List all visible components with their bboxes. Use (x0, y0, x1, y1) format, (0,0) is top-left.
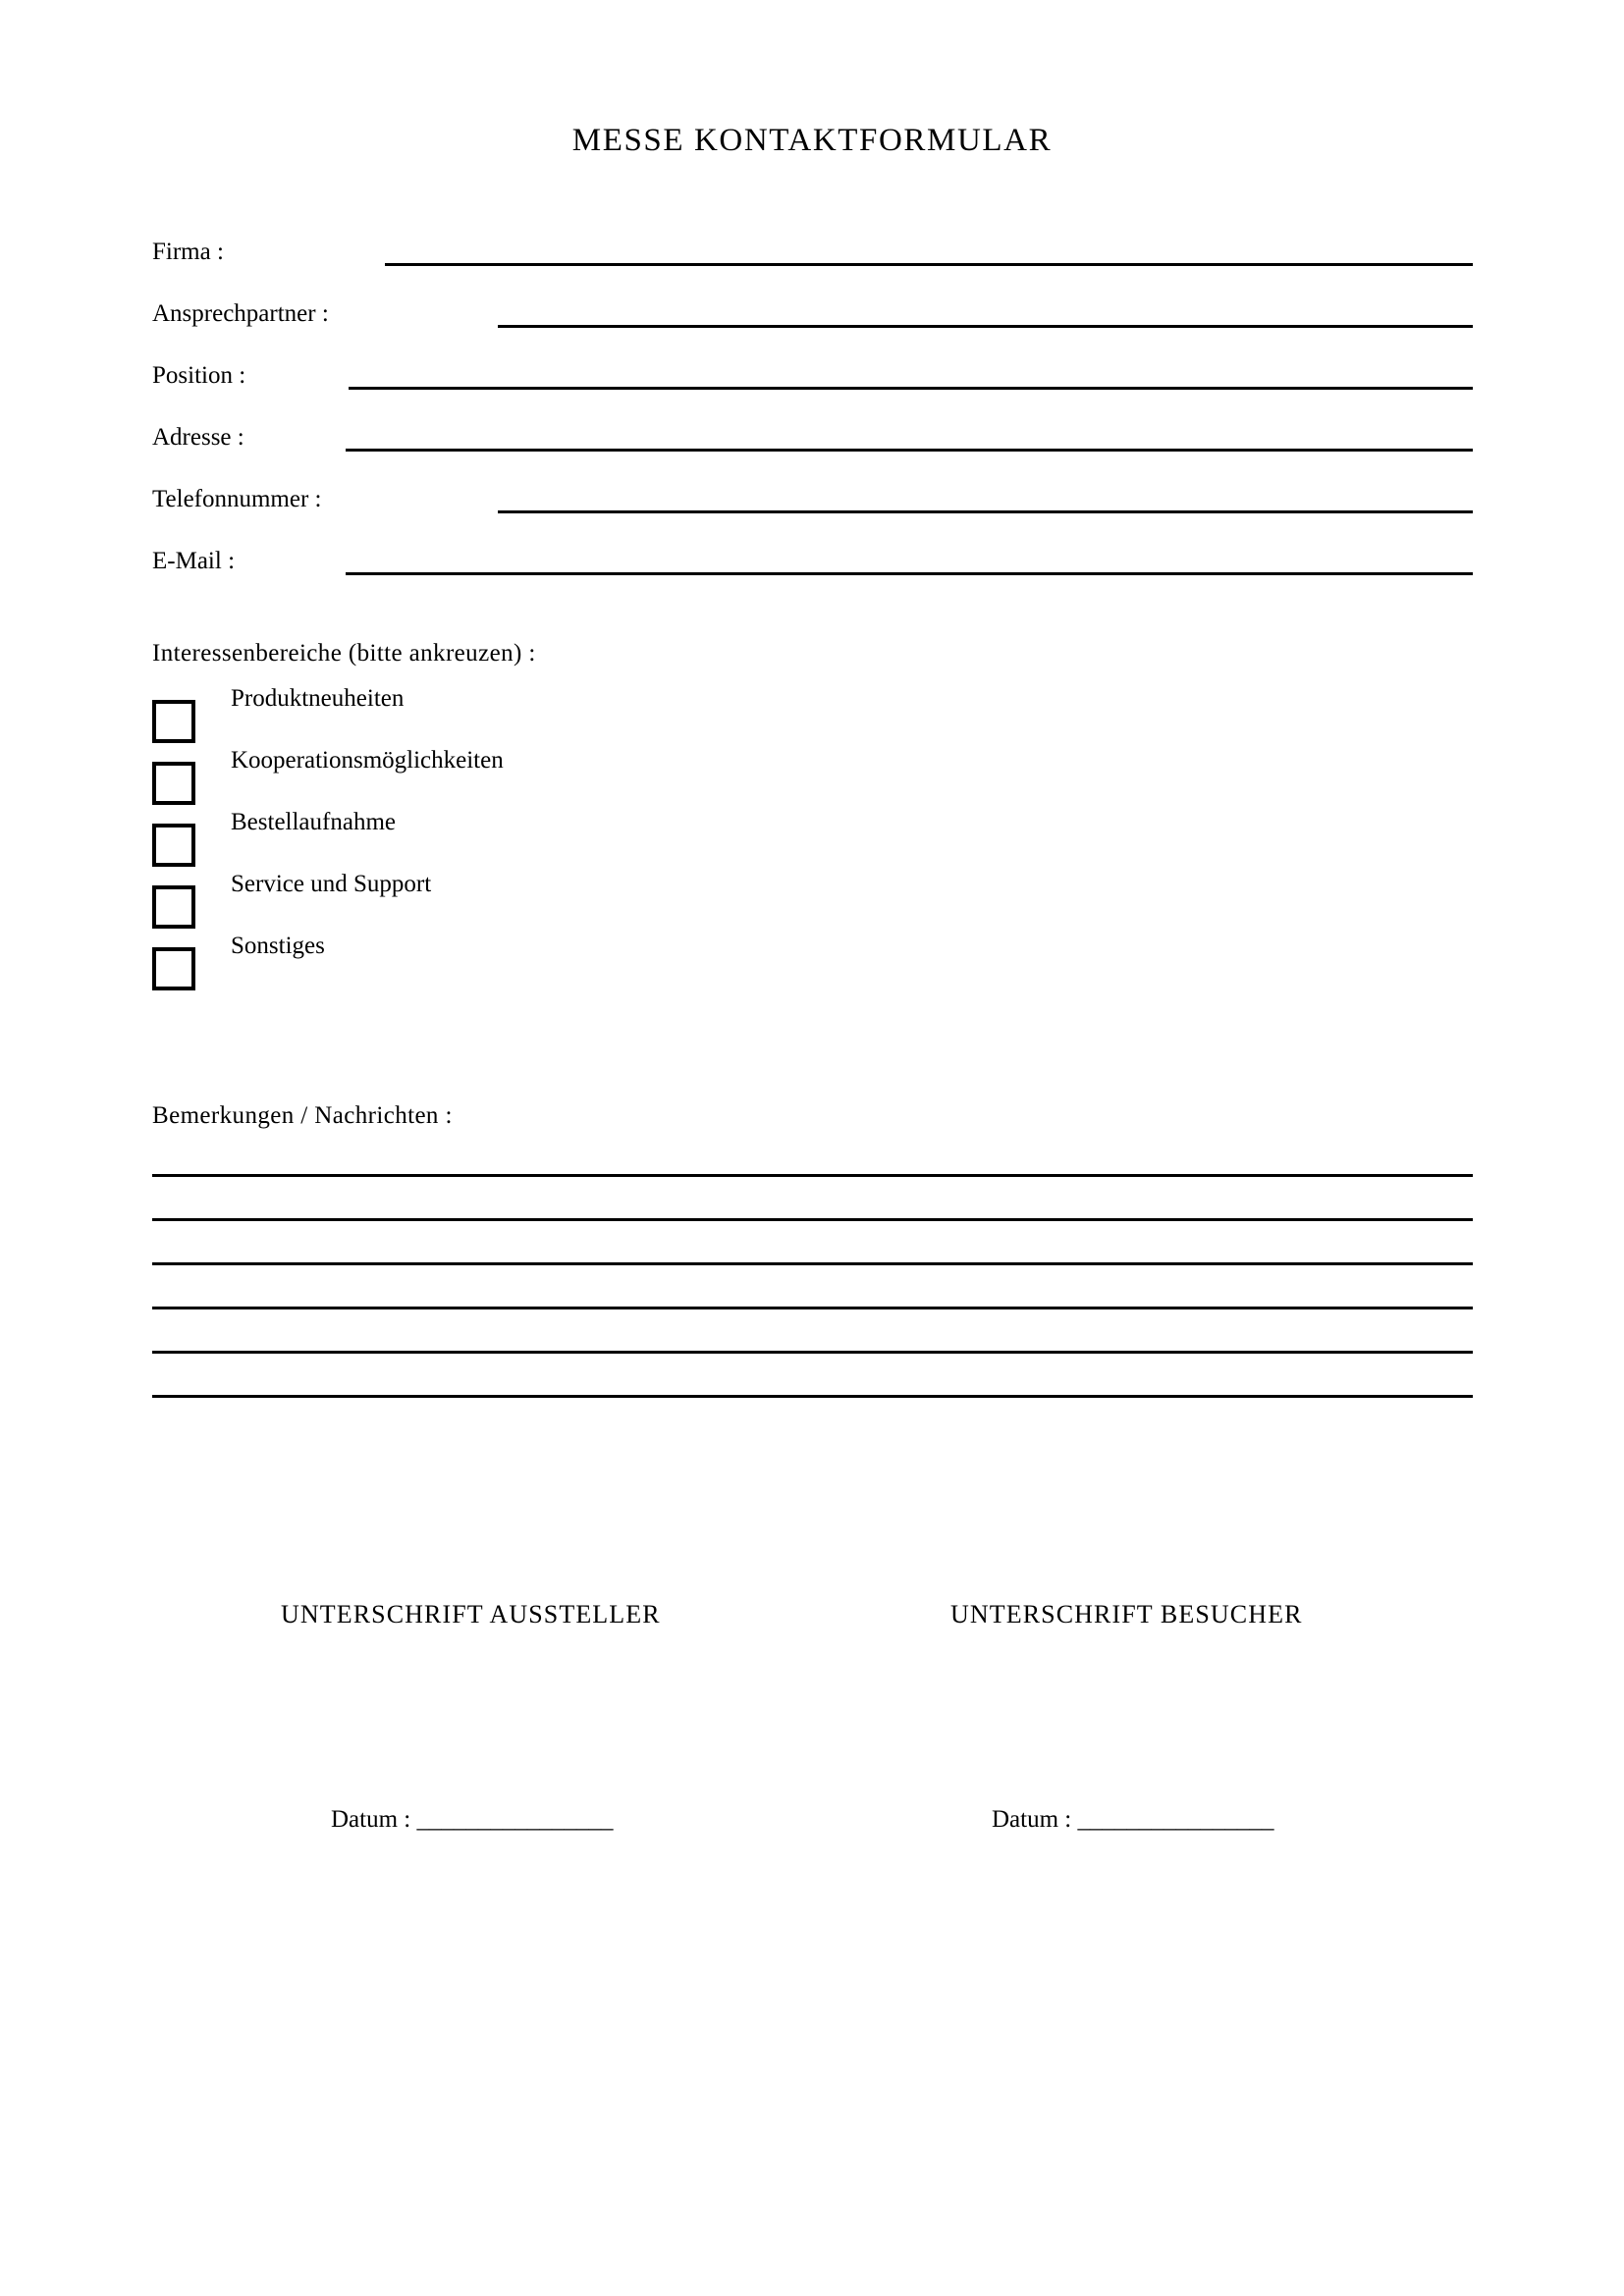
remarks-section-label: Bemerkungen / Nachrichten : (152, 1102, 453, 1129)
date-field-aussteller[interactable]: Datum : ________________ (331, 1806, 614, 1833)
checkbox-row-service-und-support[interactable] (152, 871, 839, 927)
field-input-email[interactable] (346, 572, 1473, 575)
remarks-line-5[interactable] (152, 1351, 1473, 1354)
checkbox-row-bestellaufnahme[interactable] (152, 809, 839, 865)
remarks-line-3[interactable] (152, 1262, 1473, 1265)
field-row-email (152, 547, 1473, 580)
field-label-firma: Firma : (152, 239, 224, 265)
checkbox-label-kooperationsmoeglichkeiten: Kooperationsmöglichkeiten (231, 747, 504, 774)
checkbox-row-kooperationsmoeglichkeiten[interactable] (152, 747, 839, 803)
signature-heading-besucher: UNTERSCHRIFT BESUCHER (950, 1600, 1303, 1629)
field-row-firma (152, 238, 1473, 271)
field-input-ansprechpartner[interactable] (498, 325, 1473, 328)
remarks-line-6[interactable] (152, 1395, 1473, 1398)
field-row-telefonnummer (152, 485, 1473, 518)
checkbox-sonstiges[interactable] (152, 947, 195, 990)
field-label-position: Position : (152, 362, 246, 389)
checkbox-produktneuheiten[interactable] (152, 700, 195, 743)
remarks-line-1[interactable] (152, 1174, 1473, 1177)
field-input-firma[interactable] (385, 263, 1473, 266)
field-row-ansprechpartner (152, 299, 1473, 333)
field-input-telefonnummer[interactable] (498, 510, 1473, 513)
field-label-telefonnummer: Telefonnummer : (152, 486, 322, 512)
signature-heading-aussteller: UNTERSCHRIFT AUSSTELLER (281, 1600, 661, 1629)
checkbox-row-sonstiges[interactable] (152, 933, 839, 988)
interests-section-label: Interessenbereiche (bitte ankreuzen) : (152, 640, 536, 667)
remarks-line-4[interactable] (152, 1307, 1473, 1309)
date-field-besucher[interactable]: Datum : ________________ (992, 1806, 1274, 1833)
field-label-adresse: Adresse : (152, 424, 244, 451)
field-row-position (152, 361, 1473, 395)
checkbox-label-service-und-support: Service und Support (231, 871, 432, 897)
page-title: MESSE KONTAKTFORMULAR (571, 123, 1053, 158)
checkbox-row-produktneuheiten[interactable] (152, 685, 839, 741)
checkbox-label-sonstiges: Sonstiges (231, 933, 325, 959)
field-label-email: E-Mail : (152, 548, 236, 574)
remarks-line-2[interactable] (152, 1218, 1473, 1221)
field-input-adresse[interactable] (346, 449, 1473, 452)
checkbox-label-bestellaufnahme: Bestellaufnahme (231, 809, 396, 835)
field-label-ansprechpartner: Ansprechpartner : (152, 300, 329, 327)
checkbox-label-produktneuheiten: Produktneuheiten (231, 685, 405, 712)
field-row-adresse (152, 423, 1473, 456)
checkbox-kooperationsmoeglichkeiten[interactable] (152, 762, 195, 805)
checkbox-service-und-support[interactable] (152, 885, 195, 929)
field-input-position[interactable] (349, 387, 1473, 390)
checkbox-bestellaufnahme[interactable] (152, 824, 195, 867)
